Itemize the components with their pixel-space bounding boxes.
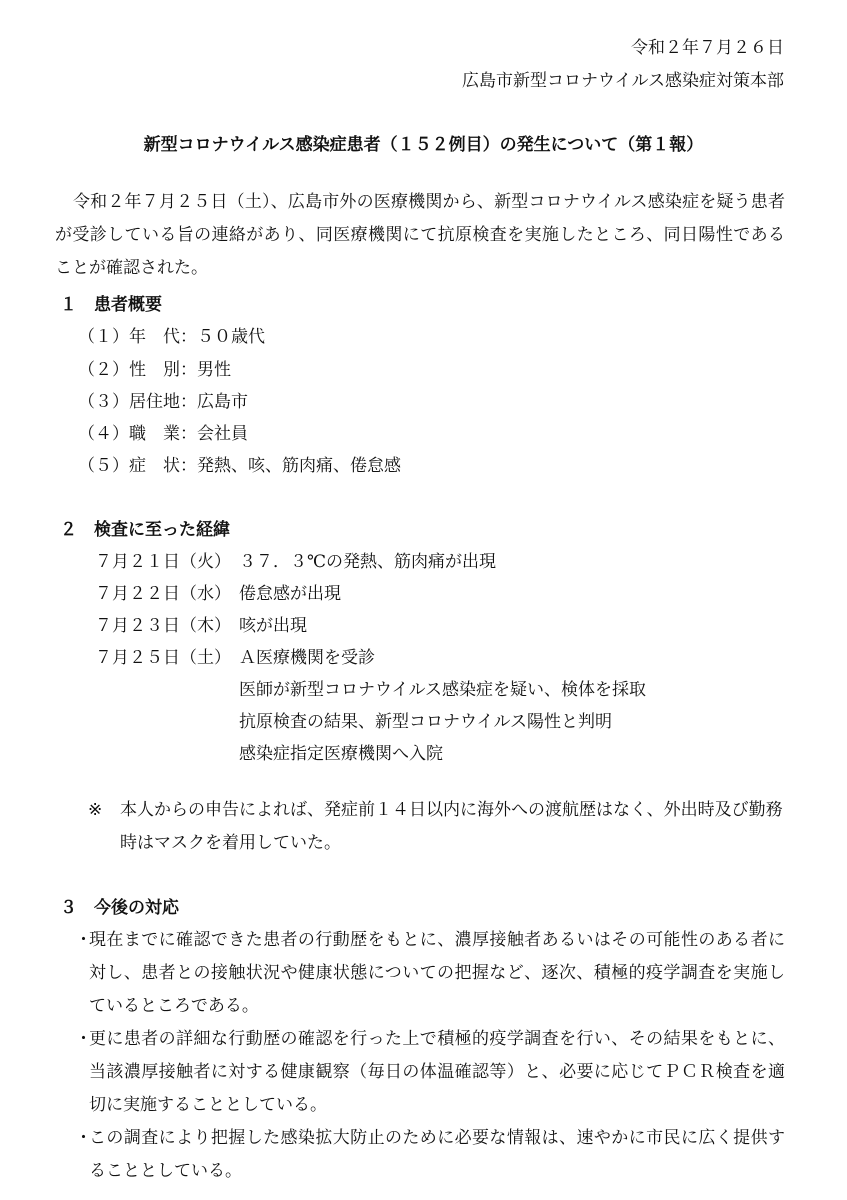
timeline-date: ７月２５日（土） bbox=[95, 648, 231, 668]
note-text: 本人からの申告によれば、発症前１４日以内に海外への渡航歴はなく、外出時及び勤務時はマスクを着用していた。 bbox=[120, 800, 783, 853]
bullet-mark: ・ bbox=[75, 930, 92, 950]
bullet-mark: ・ bbox=[75, 1029, 92, 1049]
document-date: 令和２年７月２６日 bbox=[631, 38, 784, 58]
timeline-row bbox=[95, 739, 443, 764]
timeline-date: ７月２２日（水） bbox=[95, 584, 231, 604]
item-label: （５）症 状： bbox=[78, 456, 197, 476]
item-value: 会社員 bbox=[197, 424, 248, 444]
item-value: 男性 bbox=[197, 360, 231, 380]
list-item bbox=[75, 1122, 785, 1188]
timeline-row bbox=[95, 611, 307, 636]
bullet-text: 更に患者の詳細な行動歴の確認を行った上で積極的疫学調査を行い、その結果をもとに、当該濃厚接触者に対する健康観察（毎日の体温確認等）と、必要に応じてＰＣＲ検査を適切に実施することとしている。 bbox=[89, 1029, 785, 1115]
timeline-date: ７月２３日（木） bbox=[95, 616, 231, 636]
item-value: 広島市 bbox=[197, 392, 248, 412]
section-2-heading: ２ 検査に至った経緯 bbox=[60, 520, 230, 540]
timeline-text: ３７．３℃の発熱、筋肉痛が出現 bbox=[239, 552, 497, 572]
list-item bbox=[75, 1023, 785, 1122]
note-mark: ※ bbox=[88, 800, 103, 820]
timeline-row bbox=[95, 579, 341, 604]
document-title: 新型コロナウイルス感染症患者（１５２例目）の発生について（第１報） bbox=[143, 135, 704, 155]
timeline-date: ７月２１日（火） bbox=[95, 552, 231, 572]
timeline-text: 感染症指定医療機関へ入院 bbox=[239, 744, 443, 764]
item-label: （２）性 別： bbox=[78, 360, 197, 380]
timeline-text: 医師が新型コロナウイルス感染症を疑い、検体を採取 bbox=[239, 680, 646, 700]
timeline-row bbox=[95, 547, 496, 572]
travel-history-note bbox=[88, 794, 788, 860]
list-item bbox=[75, 924, 785, 1023]
timeline-text: 抗原検査の結果、新型コロナウイルス陽性と判明 bbox=[239, 712, 612, 732]
item-label: （１）年 代： bbox=[78, 327, 197, 347]
bullet-text: この調査により把握した感染拡大防止のために必要な情報は、速やかに市民に広く提供することとしている。 bbox=[89, 1128, 785, 1181]
timeline-row bbox=[95, 675, 646, 700]
item-value: ５０歳代 bbox=[197, 327, 265, 347]
bullet-text: 現在までに確認できた患者の行動歴をもとに、濃厚接触者あるいはその可能性のある者に対し、患者との接触状況や健康状態についての把握など、逐次、積極的疫学調査を実施しているところである。 bbox=[89, 930, 785, 1016]
patient-item-symptoms bbox=[78, 451, 401, 476]
timeline-text: 咳が出現 bbox=[239, 616, 307, 636]
patient-item-residence bbox=[78, 387, 248, 412]
timeline-text: 倦怠感が出現 bbox=[239, 584, 341, 604]
issuing-organization: 広島市新型コロナウイルス感染症対策本部 bbox=[462, 71, 784, 91]
timeline-text: Ａ医療機関を受診 bbox=[239, 648, 375, 668]
patient-item-occupation bbox=[78, 419, 248, 444]
patient-item-age bbox=[78, 322, 265, 347]
section-1-heading: １ 患者概要 bbox=[60, 295, 162, 315]
item-label: （４）職 業： bbox=[78, 424, 197, 444]
section-3-heading: ３ 今後の対応 bbox=[60, 898, 179, 918]
item-value: 発熱、咳、筋肉痛、倦怠感 bbox=[197, 456, 401, 476]
bullet-mark: ・ bbox=[75, 1128, 92, 1148]
patient-item-sex bbox=[78, 355, 231, 380]
intro-paragraph: 令和２年７月２５日（土）、広島市外の医療機関から、新型コロナウイルス感染症を疑う患者が受診している旨の連絡があり、同医療機関にて抗原検査を実施したところ、同日陽性であることが確認された。 bbox=[55, 192, 785, 278]
timeline-row bbox=[95, 707, 612, 732]
timeline-row bbox=[95, 643, 375, 668]
item-label: （３）居住地： bbox=[78, 392, 197, 412]
